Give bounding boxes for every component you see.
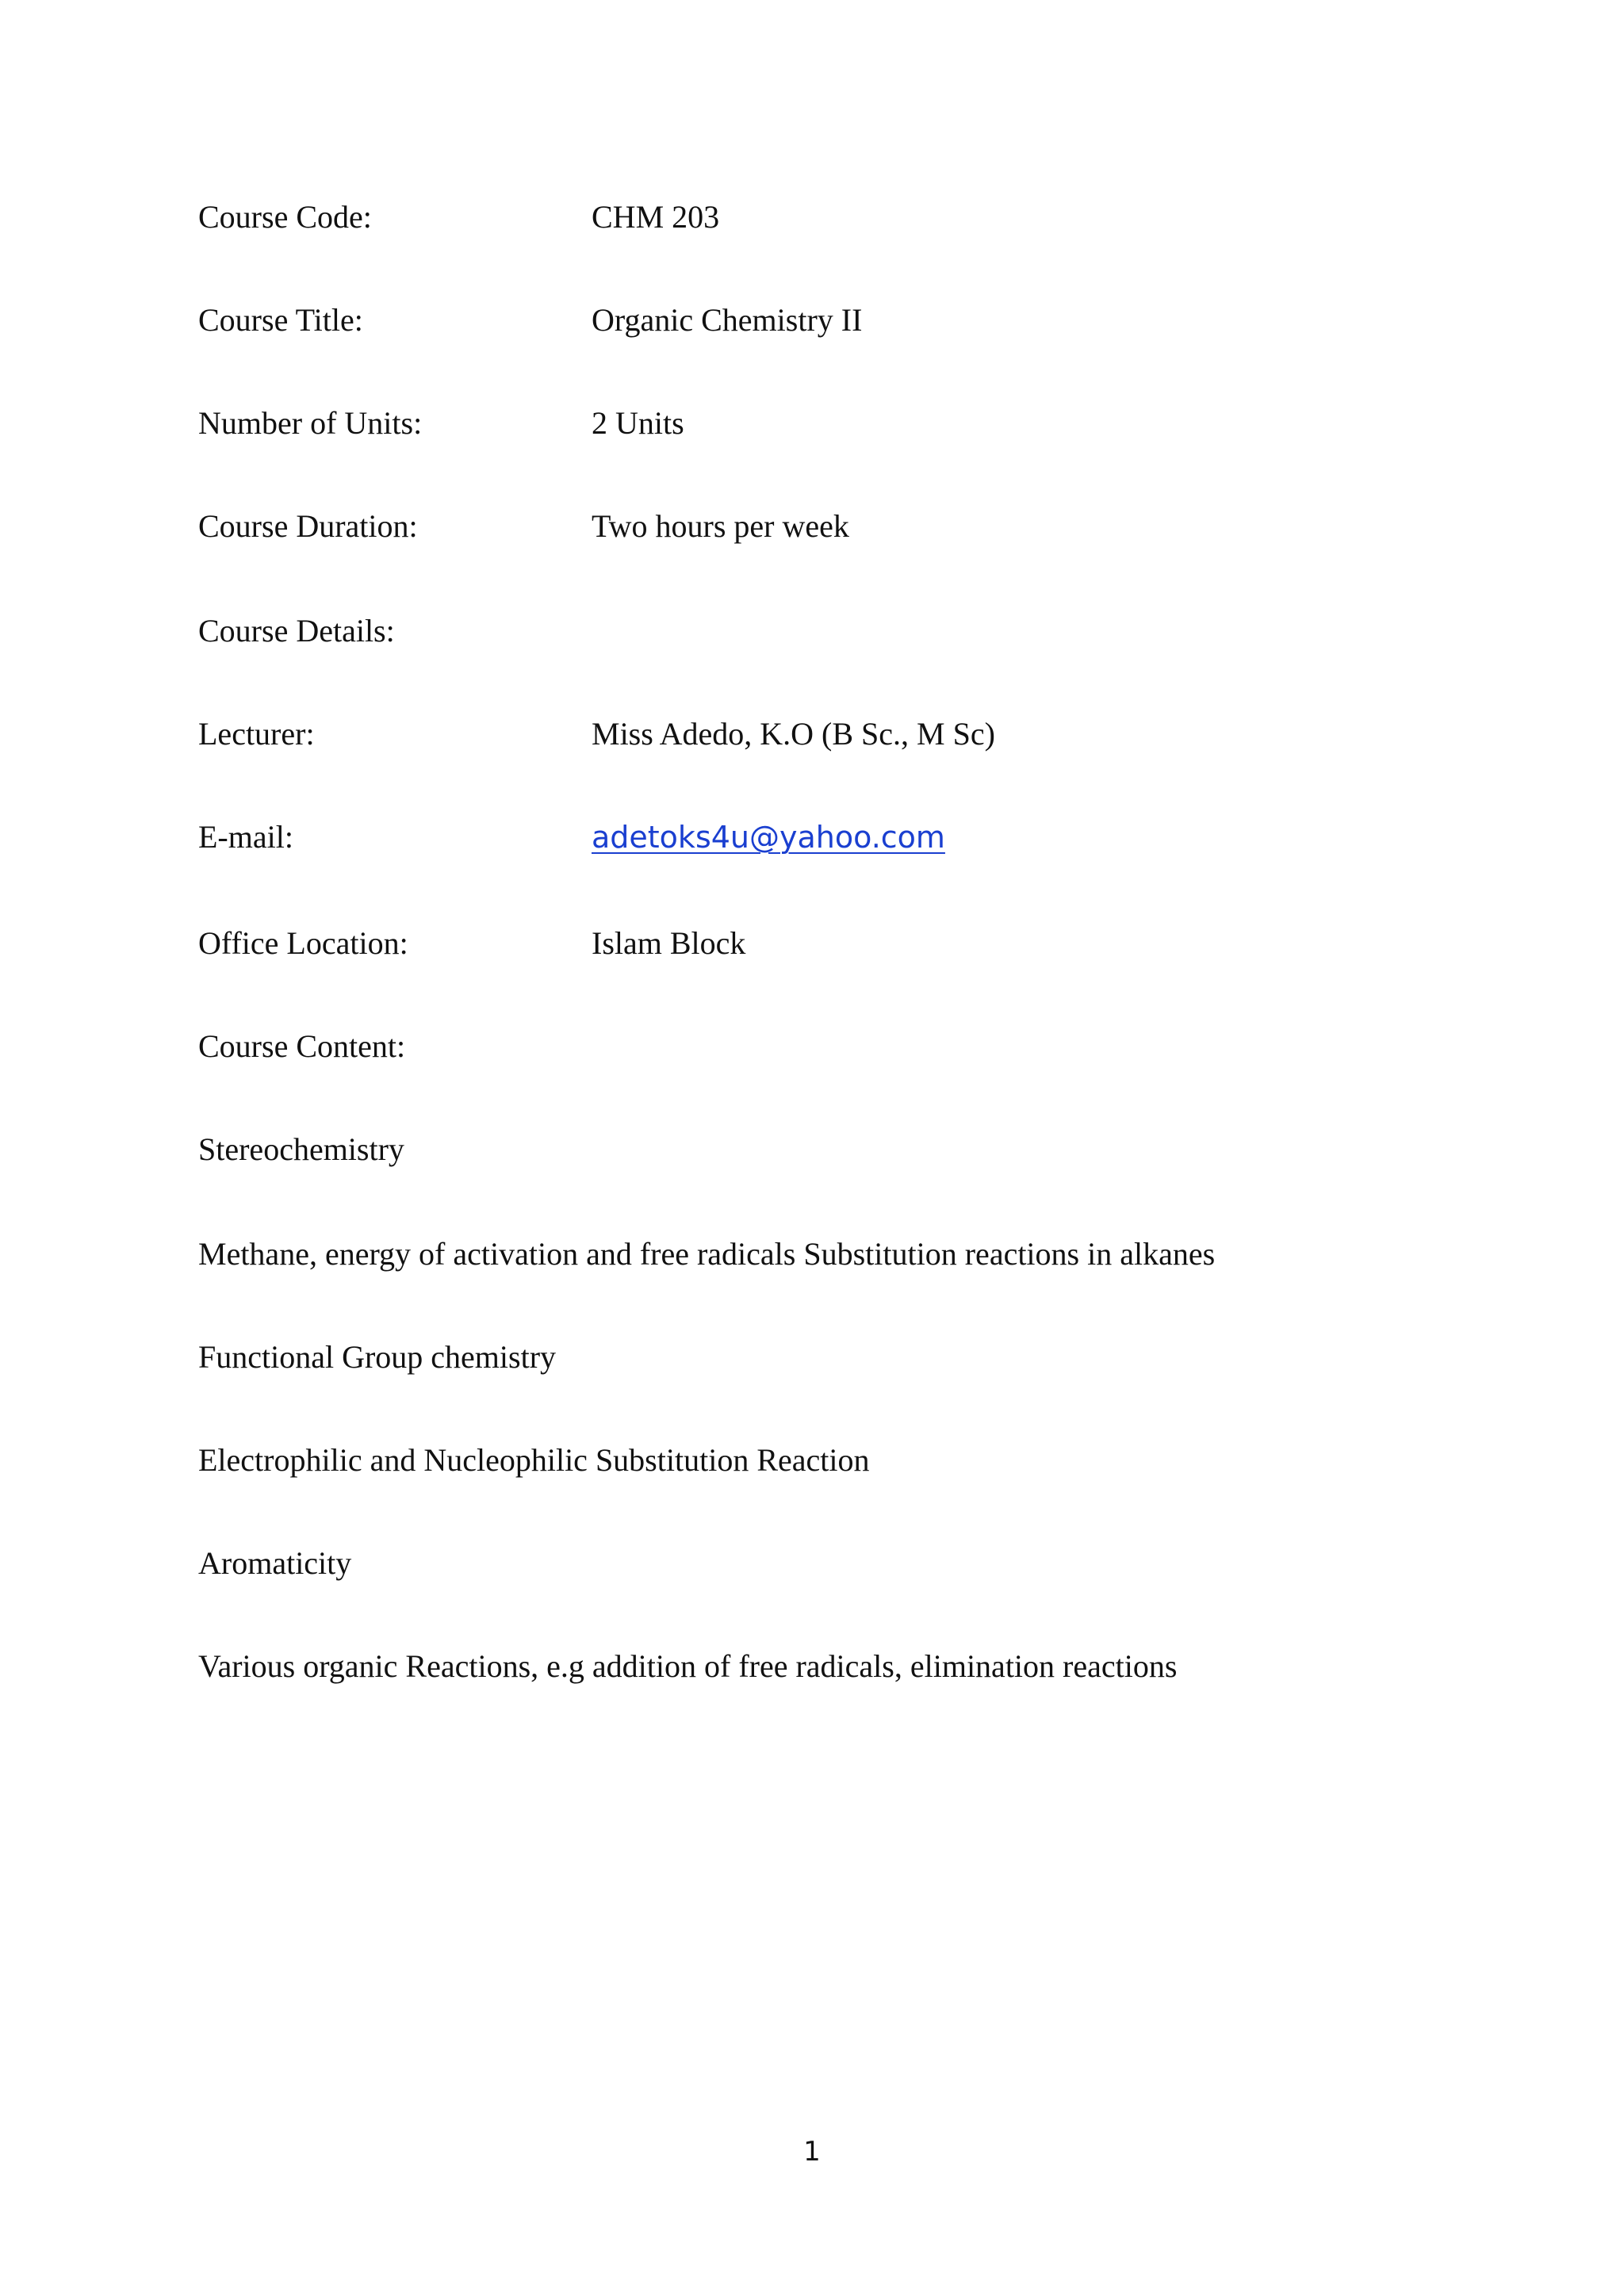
- duration-label: Course Duration:: [198, 508, 418, 544]
- content-item-aromaticity: Aromaticity: [198, 1545, 352, 1581]
- course-title-value: Organic Chemistry II: [592, 302, 863, 338]
- course-title-label: Course Title:: [198, 302, 363, 338]
- content-item-functional-group: Functional Group chemistry: [198, 1339, 557, 1375]
- content-item-various-reactions: Various organic Reactions, e.g addition of free radicals, elimination reactions: [198, 1648, 1178, 1684]
- course-details-label: Course Details:: [198, 613, 395, 649]
- duration-value: Two hours per week: [592, 508, 849, 544]
- units-label: Number of Units:: [198, 405, 423, 441]
- lecturer-label: Lecturer:: [198, 716, 315, 752]
- content-item-substitution-reaction: Electrophilic and Nucleophilic Substitution Reaction: [198, 1442, 870, 1478]
- content-item-methane: Methane, energy of activation and free radicals Substitution reactions in alkanes: [198, 1236, 1216, 1272]
- content-item-stereochemistry: Stereochemistry: [198, 1131, 404, 1167]
- email-link[interactable]: adetoks4u@yahoo.com: [592, 820, 945, 855]
- office-value: Islam Block: [592, 925, 746, 961]
- lecturer-value: Miss Adedo, K.O (B Sc., M Sc): [592, 716, 995, 752]
- office-label: Office Location:: [198, 925, 408, 961]
- units-value: 2 Units: [592, 405, 684, 441]
- course-content-label: Course Content:: [198, 1028, 406, 1064]
- page-number: 1: [803, 2136, 821, 2168]
- email-label: E-mail:: [198, 819, 293, 855]
- course-code-label: Course Code:: [198, 199, 372, 235]
- course-code-value: CHM 203: [592, 199, 720, 235]
